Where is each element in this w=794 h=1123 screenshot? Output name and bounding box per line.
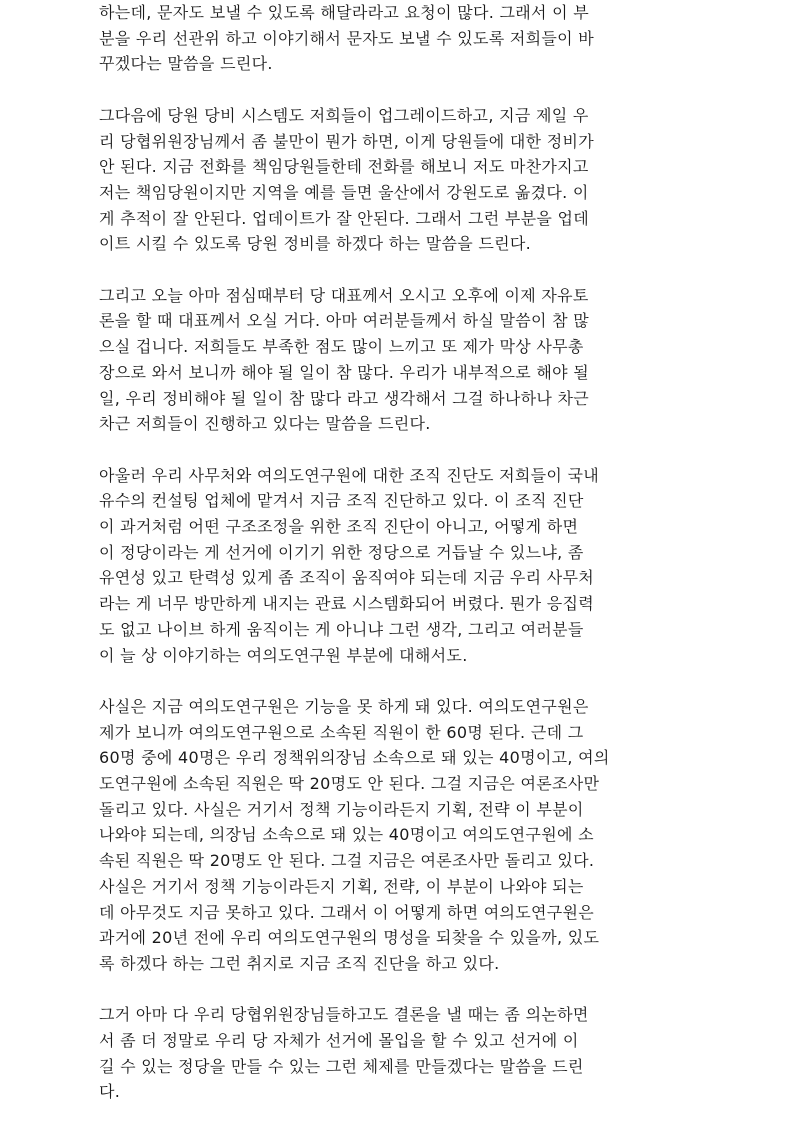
text-line: 유연성 있고 탄력성 있게 좀 조직이 움직여야 되는데 지금 우리 사무처 xyxy=(99,568,595,588)
text-line: 길 수 있는 정당을 만들 수 있는 그런 체제를 만들겠다는 말씀을 드린 xyxy=(99,1056,584,1076)
text-line: 사실은 지금 여의도연구원은 기능을 못 하게 돼 있다. 여의도연구원은 xyxy=(99,696,589,716)
text-line: 유수의 컨설팅 업체에 맡겨서 지금 조직 진단하고 있다. 이 조직 진단 xyxy=(99,491,584,511)
text-line: 그리고 오늘 아마 점심때부터 당 대표께서 오시고 오후에 이제 자유토 xyxy=(99,285,589,305)
text-line: 돌리고 있다. 사실은 거기서 정책 기능이라든지 기획, 전략 이 부분이 xyxy=(99,799,584,819)
paragraph xyxy=(99,103,691,257)
text-line: 리 당협위원장님께서 좀 불만이 뭔가 하면, 이게 당원들에 대한 정비가 xyxy=(99,131,595,151)
text-line: 이트 시킬 수 있도록 당원 정비를 하겠다 하는 말씀을 드린다. xyxy=(99,234,532,254)
text-line: 론을 할 때 대표께서 오실 거다. 아마 여러분들께서 하실 말씀이 참 많 xyxy=(99,311,590,331)
paragraph-spacer xyxy=(99,257,691,283)
text-line: 이 정당이라는 게 선거에 이기기 위한 정당으로 거듭날 수 있느냐, 좀 xyxy=(99,542,584,562)
text-line: 라는 게 너무 방만하게 내지는 관료 시스템화되어 버렸다. 뭔가 응집력 xyxy=(99,594,595,614)
paragraph xyxy=(99,694,691,977)
text-line: 록 하겠다 하는 그런 취지로 지금 조직 진단을 하고 있다. xyxy=(99,953,500,973)
text-line: 이 과거처럼 어떤 구조조정을 위한 조직 진단이 아니고, 어떻게 하면 xyxy=(99,517,579,537)
text-line: 도 없고 나이브 하게 움직이는 게 아니냐 그런 생각, 그리고 여러분들 xyxy=(99,619,584,639)
text-line: 분을 우리 선관위 하고 이야기해서 문자도 보낼 수 있도록 저희들이 바 xyxy=(99,28,595,48)
text-line: 그다음에 당원 당비 시스템도 저희들이 업그레이드하고, 지금 제일 우 xyxy=(99,105,589,125)
text-line: 안 된다. 지금 전화를 책임당원들한테 전화를 해보니 저도 마찬가지고 xyxy=(99,157,589,177)
paragraph-spacer xyxy=(99,977,691,1003)
text-line: 속된 직원은 딱 20명도 안 된다. 그걸 지금은 여론조사만 돌리고 있다. xyxy=(99,851,595,871)
paragraph xyxy=(99,283,691,437)
document-page xyxy=(99,0,691,1105)
text-line: 게 추적이 잘 안된다. 업데이트가 잘 안된다. 그래서 그런 부분을 업데 xyxy=(99,208,590,228)
paragraph xyxy=(99,1002,691,1105)
text-line: 으실 겁니다. 저희들도 부족한 점도 많이 느끼고 또 제가 막상 사무총 xyxy=(99,337,584,357)
paragraph-spacer xyxy=(99,437,691,463)
text-line: 사실은 거기서 정책 기능이라든지 기획, 전략, 이 부분이 나와야 되는 xyxy=(99,876,584,896)
text-line: 일, 우리 정비해야 될 일이 참 많다 라고 생각해서 그걸 하나하나 차근 xyxy=(99,388,590,408)
text-line: 도연구원에 소속된 직원은 딱 20명도 안 된다. 그걸 지금은 여론조사만 xyxy=(99,774,600,794)
text-line: 차근 저희들이 진행하고 있다는 말씀을 드린다. xyxy=(99,414,431,434)
paragraph xyxy=(99,463,691,669)
text-line: 하는데, 문자도 보낼 수 있도록 해달라라고 요청이 많다. 그래서 이 부 xyxy=(99,3,590,22)
text-line: 다. xyxy=(99,1082,121,1102)
text-line: 서 좀 더 정말로 우리 당 자체가 선거에 몰입을 할 수 있고 선거에 이 xyxy=(99,1031,579,1051)
text-line: 저는 책임당원이지만 지역을 예를 들면 울산에서 강원도로 옮겼다. 이 xyxy=(99,182,589,202)
text-line: 꾸겠다는 말씀을 드린다. xyxy=(99,54,273,74)
text-line: 그거 아마 다 우리 당협위원장님들하고도 결론을 낼 때는 좀 의논하면 xyxy=(99,1005,589,1025)
text-line: 데 아무것도 지금 못하고 있다. 그래서 이 어떻게 하면 여의도연구원은 xyxy=(99,902,595,922)
paragraph xyxy=(99,0,691,77)
text-line: 60명 중에 40명은 우리 정책위의장님 소속으로 돼 있는 40명이고, 여의 xyxy=(99,748,610,768)
paragraph-spacer xyxy=(99,668,691,694)
text-line: 과거에 20년 전에 우리 여의도연구원의 명성을 되찾을 수 있을까, 있도 xyxy=(99,928,600,948)
text-line: 아울러 우리 사무처와 여의도연구원에 대한 조직 진단도 저희들이 국내 xyxy=(99,465,600,485)
paragraph-spacer xyxy=(99,77,691,103)
text-line: 제가 보니까 여의도연구원으로 소속된 직원이 한 60명 된다. 근데 그 xyxy=(99,722,584,742)
text-line: 이 늘 상 이야기하는 여의도연구원 부분에 대해서도. xyxy=(99,645,468,665)
text-line: 나와야 되는데, 의장님 소속으로 돼 있는 40명이고 여의도연구원에 소 xyxy=(99,825,594,845)
text-line: 장으로 와서 보니까 해야 될 일이 참 많다. 우리가 내부적으로 해야 될 xyxy=(99,362,590,382)
